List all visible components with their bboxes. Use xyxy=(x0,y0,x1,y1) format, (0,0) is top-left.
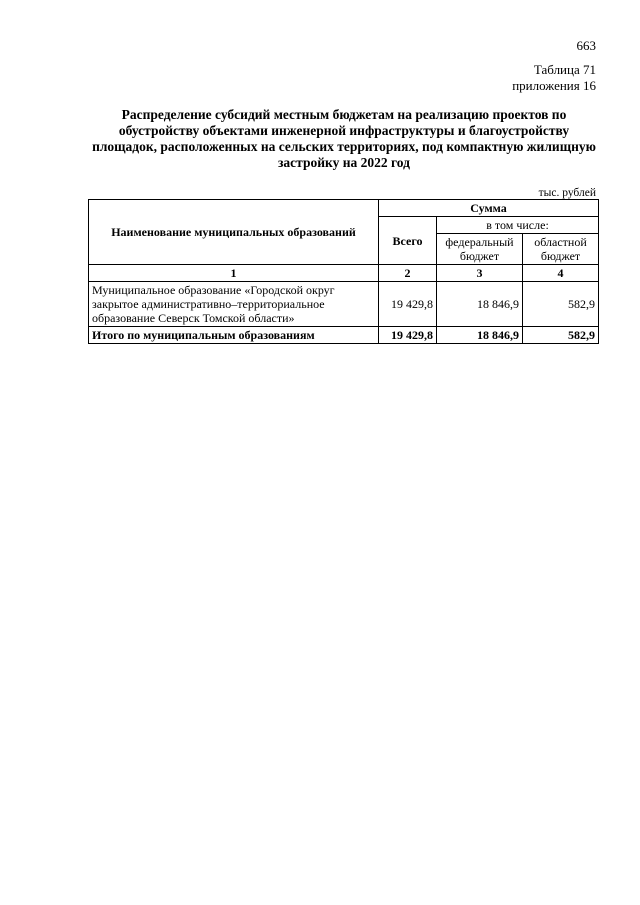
federal-value: 18 846,9 xyxy=(437,282,523,327)
column-numbers-row xyxy=(89,265,599,282)
table-row xyxy=(89,282,599,327)
totals-federal-value: 18 846,9 xyxy=(437,327,523,344)
col-number-4: 4 xyxy=(523,265,599,282)
table-number: Таблица 71 xyxy=(533,62,596,77)
totals-label: Итого по муниципальным образованиям xyxy=(89,327,379,344)
appendix-number: приложения 16 xyxy=(512,78,596,93)
total-value: 19 429,8 xyxy=(379,282,437,327)
municipality-name: Муниципальное образование «Городской округ закрытое административно–территориальное образование Северск Томской области» xyxy=(89,282,379,327)
totals-total-value: 19 429,8 xyxy=(379,327,437,344)
units-label: тыс. рублей xyxy=(538,187,596,199)
header-federal-budget: федеральный бюджет xyxy=(437,234,523,265)
document-title: Распределение субсидий местным бюджетам на реализацию проектов по обустройству объектами инженерной инфраструктуры и благоустройству площадок, расположенных на сельских территориях, под компактную жилищную застройку на 2022 год xyxy=(92,107,596,170)
totals-regional-value: 582,9 xyxy=(523,327,599,344)
col-number-2: 2 xyxy=(379,265,437,282)
table-reference xyxy=(512,62,596,94)
header-sum: Сумма xyxy=(379,200,599,217)
page-number: 663 xyxy=(576,38,596,53)
totals-row xyxy=(89,327,599,344)
header-total: Всего xyxy=(379,217,437,265)
col-number-1: 1 xyxy=(89,265,379,282)
col-number-3: 3 xyxy=(437,265,523,282)
header-regional-budget: областной бюджет xyxy=(523,234,599,265)
header-row-1 xyxy=(89,200,599,217)
header-municipality-name: Наименование муниципальных образований xyxy=(89,200,379,265)
regional-value: 582,9 xyxy=(523,282,599,327)
subsidy-table xyxy=(88,199,599,344)
header-including: в том числе: xyxy=(437,217,599,234)
